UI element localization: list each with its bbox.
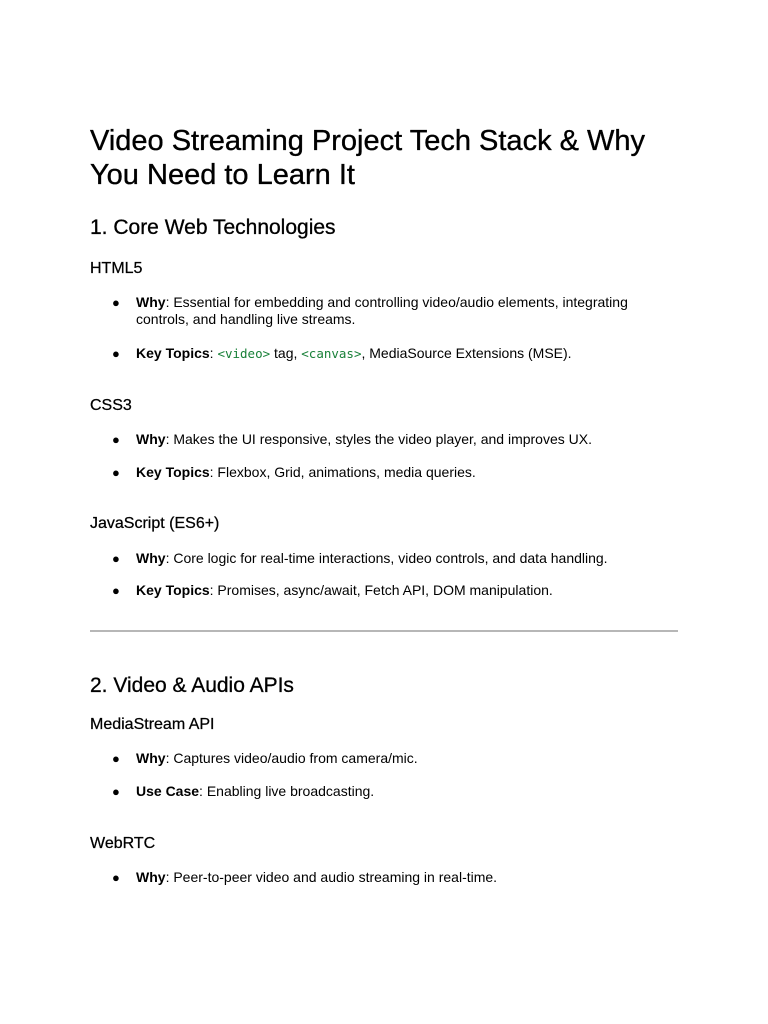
bullet-label: Why xyxy=(136,750,166,766)
bullet-body: : Promises, async/await, Fetch API, DOM manipulation. xyxy=(209,582,553,598)
bullet-dot: ● xyxy=(112,465,120,480)
bullet-dot: ● xyxy=(112,583,120,598)
bullet-text xyxy=(136,464,681,481)
bullet-text xyxy=(136,294,681,328)
code-canvas-tag: <canvas> xyxy=(301,346,362,361)
document-title: Video Streaming Project Tech Stack & Why You Need to Learn It xyxy=(90,125,646,191)
bullet-label: Key Topics xyxy=(136,464,210,480)
subsection-heading-html5: HTML5 xyxy=(90,260,143,277)
bullet-label: Why xyxy=(136,550,166,566)
bullet-body: : xyxy=(209,345,218,361)
bullet-text xyxy=(136,869,681,886)
horizontal-divider xyxy=(90,630,678,632)
bullet-body: : Enabling live broadcasting. xyxy=(199,783,375,799)
bullet-label: Use Case xyxy=(136,783,200,799)
bullet-body: : Essential for embedding and controlling video/audio elements, integrating controls, and handling live streams. xyxy=(136,294,628,327)
bullet-label: Why xyxy=(136,431,166,447)
bullet-text xyxy=(136,345,681,362)
bullet-text xyxy=(136,582,681,599)
subsection-heading-javascript: JavaScript (ES6+) xyxy=(90,515,220,532)
subsection-heading-webrtc: WebRTC xyxy=(90,835,156,852)
bullet-dot: ● xyxy=(112,295,120,310)
bullet-dot: ● xyxy=(112,870,120,885)
bullet-label: Why xyxy=(136,294,166,310)
bullet-label: Why xyxy=(136,869,166,885)
bullet-text xyxy=(136,783,681,800)
bullet-body: : Flexbox, Grid, animations, media queries. xyxy=(209,464,476,480)
bullet-dot: ● xyxy=(112,751,120,766)
bullet-dot: ● xyxy=(112,551,120,566)
bullet-dot: ● xyxy=(112,346,120,361)
bullet-dot: ● xyxy=(112,784,120,799)
bullet-text xyxy=(136,550,681,567)
subsection-heading-mediastream-api: MediaStream API xyxy=(90,716,215,733)
bullet-body: : Makes the UI responsive, styles the video player, and improves UX. xyxy=(165,431,592,447)
bullet-body: : Core logic for real-time interactions, video controls, and data handling. xyxy=(165,550,608,566)
section-heading-core-web-technologies: 1. Core Web Technologies xyxy=(90,216,336,239)
bullet-body: tag, xyxy=(270,345,302,361)
section-heading-video-audio-apis: 2. Video & Audio APIs xyxy=(90,674,294,697)
bullet-body: : Peer-to-peer video and audio streaming in real-time. xyxy=(165,869,498,885)
bullet-body: : Captures video/audio from camera/mic. xyxy=(165,750,418,766)
code-video-tag: <video> xyxy=(217,346,271,361)
bullet-label: Key Topics xyxy=(136,582,210,598)
bullet-text xyxy=(136,431,681,448)
bullet-label: Key Topics xyxy=(136,345,210,361)
bullet-dot: ● xyxy=(112,432,120,447)
bullet-text xyxy=(136,750,681,767)
subsection-heading-css3: CSS3 xyxy=(90,397,132,414)
bullet-body: , MediaSource Extensions (MSE). xyxy=(361,345,572,361)
